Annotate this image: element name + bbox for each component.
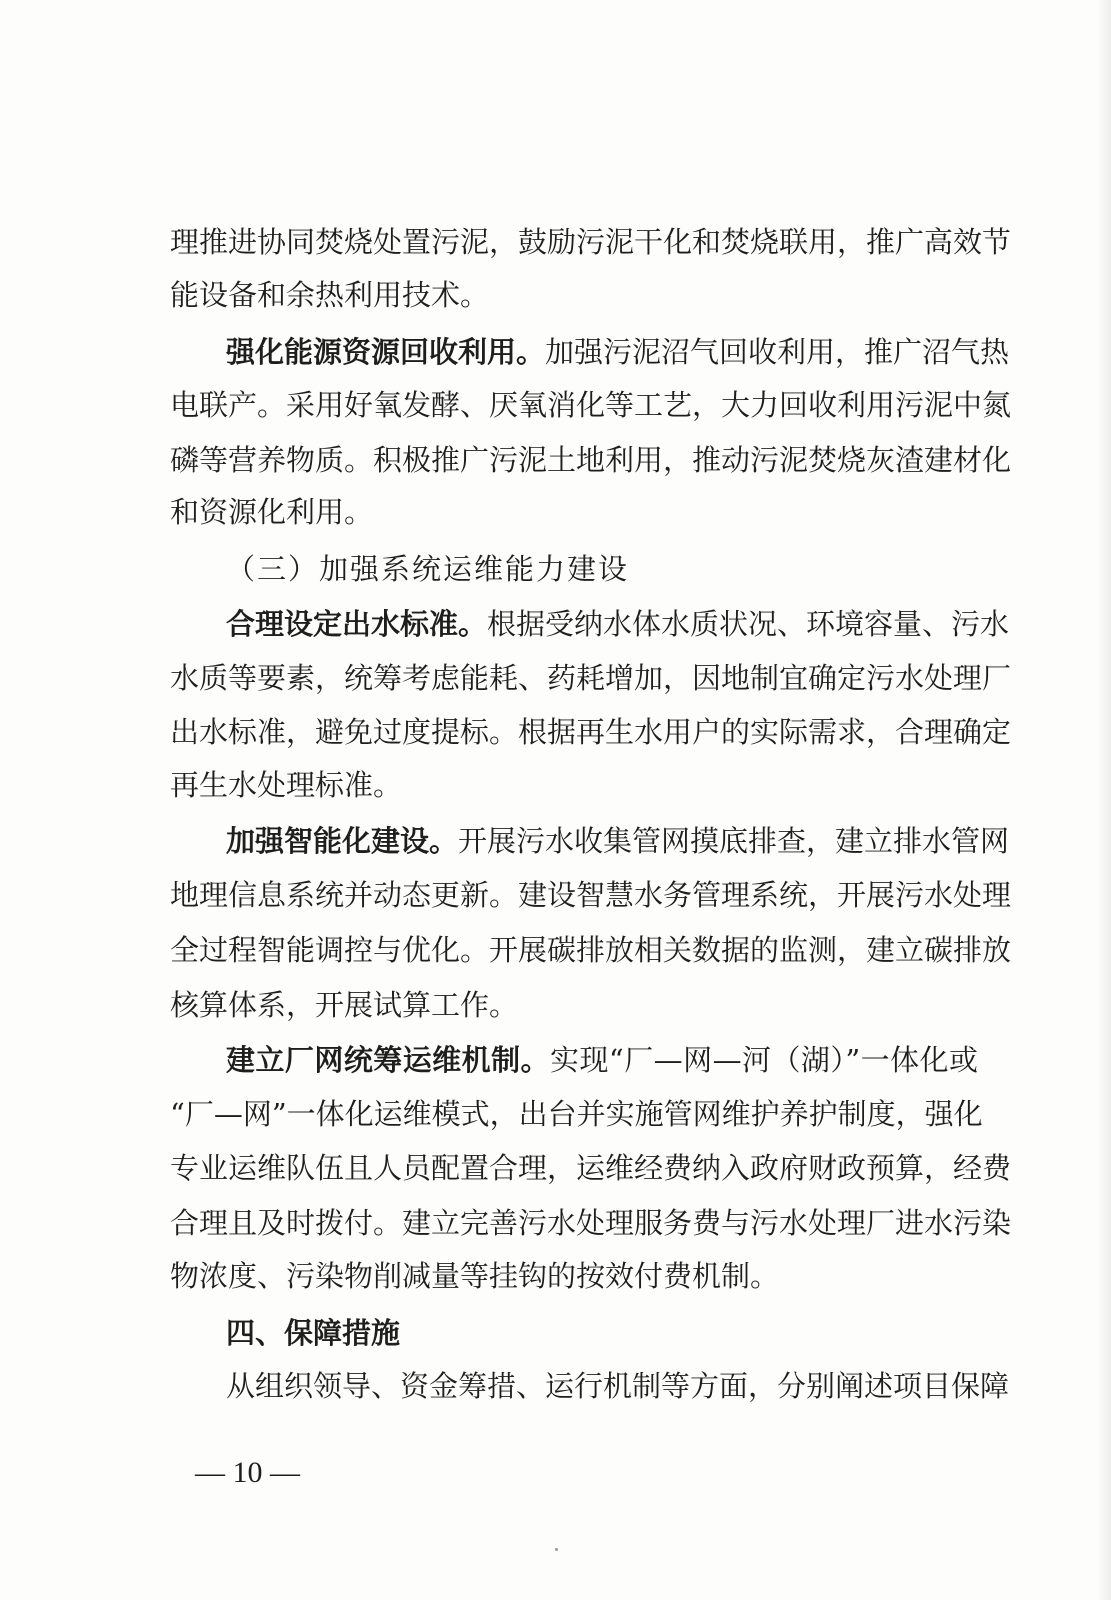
paragraph-lead: 建立厂网统筹运维机制。 (226, 1043, 551, 1077)
text-line: 核算体系，开展试算工作。 (170, 988, 519, 1022)
text-line: 地理信息系统并动态更新。建设智慧水务管理系统，开展污水处理 (170, 878, 1012, 912)
paragraph-text: 加强污泥沼气回收利用，推广沼气热 (545, 335, 1010, 369)
text-line: 从组织领导、资金筹措、运行机制等方面，分别阐述项目保障 (226, 1369, 1010, 1403)
text-line: 全过程智能调控与优化。开展碳排放相关数据的监测，建立碳排放 (170, 933, 1012, 967)
text-line: 理推进协同焚烧处置污泥，鼓励污泥干化和焚烧联用，推广高效节 (170, 225, 1012, 259)
text-line: 物浓度、污染物削减量等挂钩的按效付费机制。 (170, 1259, 780, 1293)
text-line: 合理且及时拨付。建立完善污水处理服务费与污水处理厂进水污染 (170, 1206, 1012, 1240)
paragraph-lead: 合理设定出水标准。 (226, 607, 488, 641)
text-line: 和资源化利用。 (170, 495, 374, 529)
section-subheading: （三）加强系统运维能力建设 (226, 552, 630, 586)
paragraph-line (226, 606, 1010, 642)
paragraph-line (226, 334, 1010, 370)
scan-speck (555, 1548, 558, 1551)
text-line: “厂—网”一体化运维模式，出台并实施管网维护养护制度，强化 (170, 1097, 983, 1131)
text-line: 专业运维队伍且人员配置合理，运维经费纳入政府财政预算，经费 (170, 1151, 1012, 1185)
scan-edge-shadow (1097, 0, 1111, 1600)
text-line: 能设备和余热利用技术。 (170, 278, 490, 312)
text-line: 再生水处理标准。 (170, 768, 403, 802)
page-number: — 10 — (195, 1456, 300, 1489)
text-line: 磷等营养物质。积极推广污泥土地利用，推动污泥焚烧灰渣建材化 (170, 443, 1012, 477)
text-line: 电联产。采用好氧发酵、厌氧消化等工艺，大力回收利用污泥中氮 (170, 388, 1012, 422)
text-line: 出水标准，避免过度提标。根据再生水用户的实际需求，合理确定 (170, 715, 1012, 749)
section-heading: 四、保障措施 (226, 1316, 401, 1350)
paragraph-lead: 强化能源资源回收利用。 (226, 335, 546, 369)
paragraph-lead: 加强智能化建设。 (226, 824, 459, 858)
paragraph-text: 实现“厂—网—河（湖）”一体化或 (550, 1043, 978, 1077)
paragraph-text: 根据受纳水体水质状况、环境容量、污水 (487, 607, 1010, 641)
text-line: 水质等要素，统筹考虑能耗、药耗增加，因地制宜确定污水处理厂 (170, 661, 1012, 695)
paragraph-line (226, 1042, 978, 1078)
paragraph-text: 开展污水收集管网摸底排查，建立排水管网 (458, 824, 1010, 858)
paragraph-line (226, 823, 1010, 859)
